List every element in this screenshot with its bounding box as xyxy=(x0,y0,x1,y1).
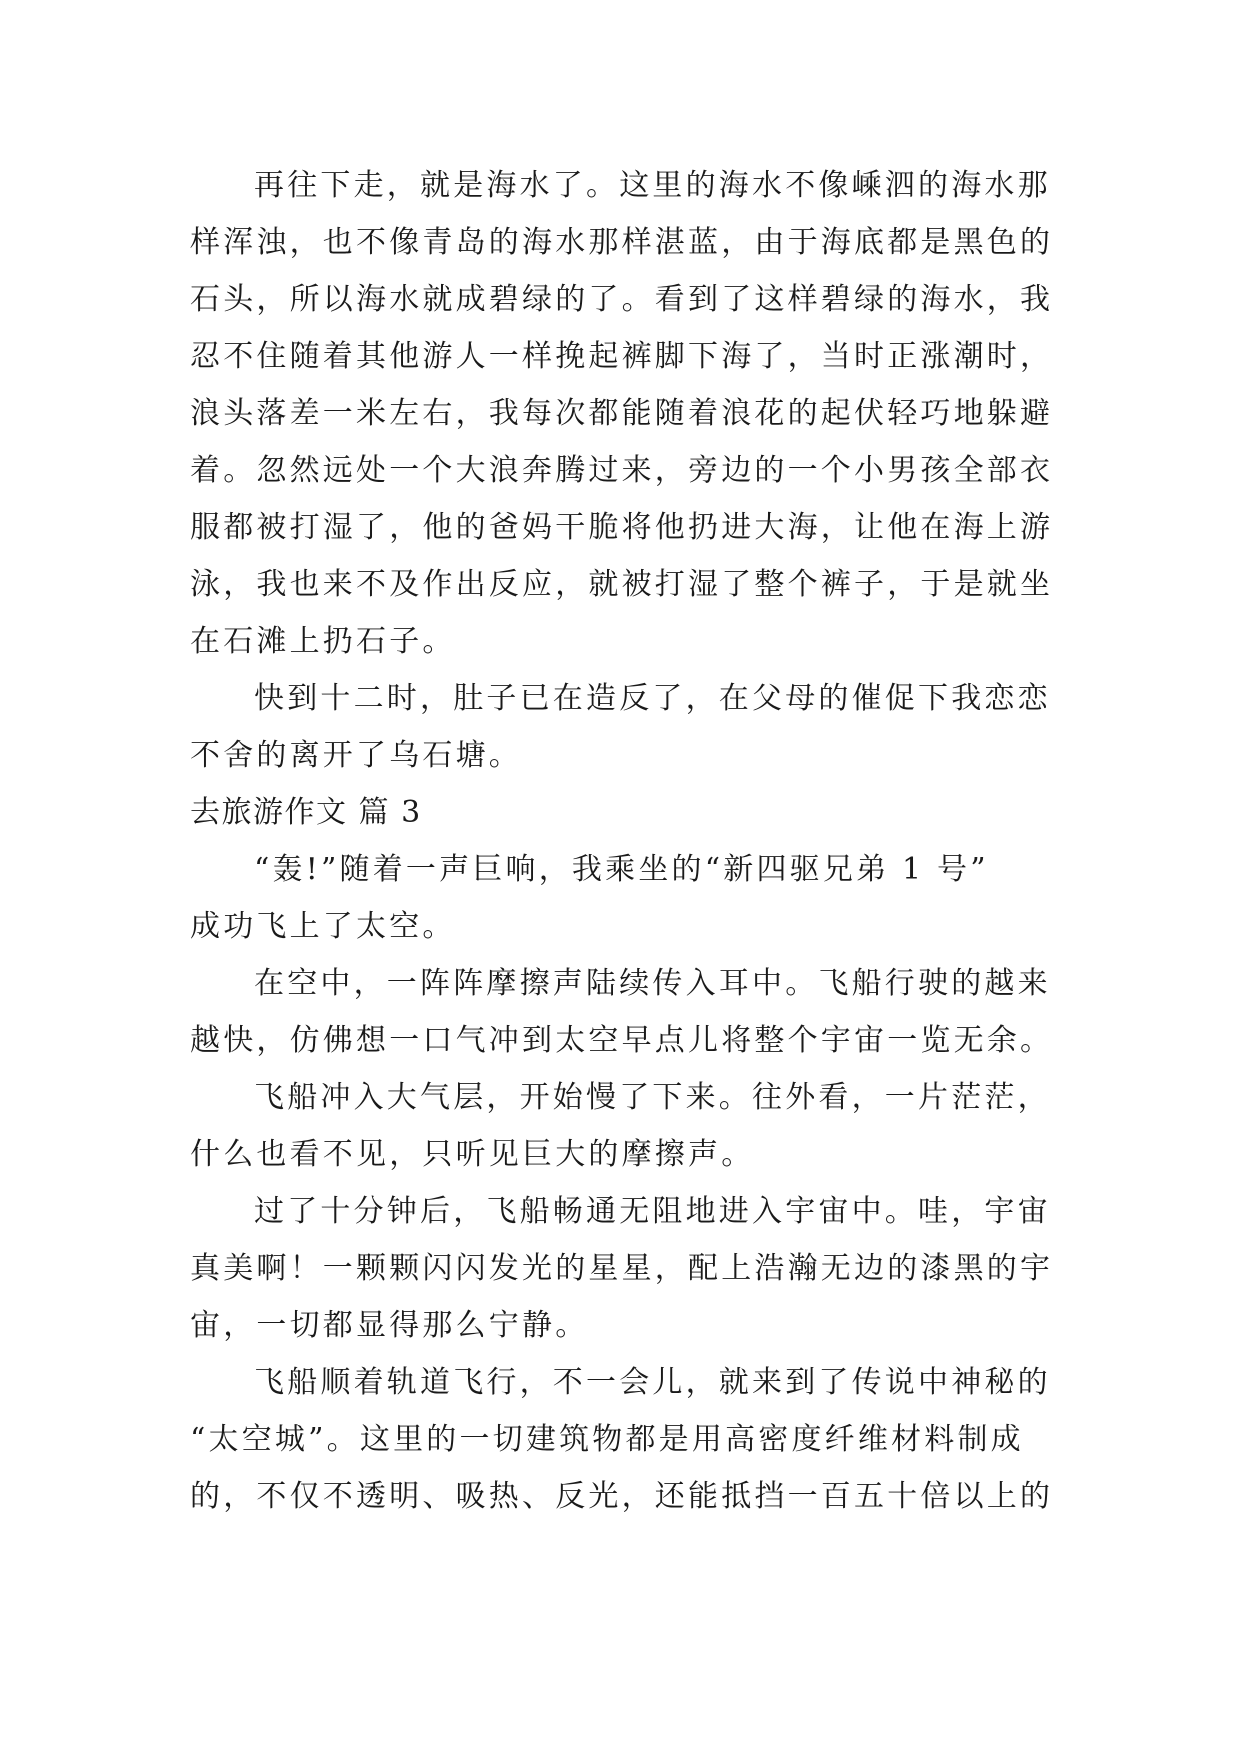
paragraph-line: 泳，我也来不及作出反应，就被打湿了整个裤子，于是就坐 xyxy=(190,567,1054,602)
paragraph-line: 在空中，一阵阵摩擦声陆续传入耳中。飞船行驶的越来 xyxy=(254,966,1051,1001)
paragraph-line: 忍不住随着其他游人一样挽起裤脚下海了，当时正涨潮时， xyxy=(190,339,1054,374)
paragraph-line: 成功飞上了太空。 xyxy=(190,909,456,944)
paragraph-line: 快到十二时，肚子已在造反了，在父母的催促下我恋恋 xyxy=(254,681,1051,716)
paragraph-line: “太空城”。这里的一切建筑物都是用高密度纤维材料制成 xyxy=(190,1422,1024,1457)
paragraph-line: 什么也看不见，只听见巨大的摩擦声。 xyxy=(190,1137,755,1172)
paragraph-line: 的，不仅不透明、吸热、反光，还能抵挡一百五十倍以上的 xyxy=(190,1479,1054,1514)
paragraph-line: 再往下走，就是海水了。这里的海水不像嵊泗的海水那 xyxy=(254,168,1051,203)
paragraph-line: “轰!”随着一声巨响，我乘坐的“新四驱兄弟 1 号” xyxy=(254,852,989,887)
paragraph-line: 样浑浊，也不像青岛的海水那样湛蓝，由于海底都是黑色的 xyxy=(190,225,1054,260)
paragraph-line: 过了十分钟后，飞船畅通无阻地进入宇宙中。哇，宇宙 xyxy=(254,1194,1051,1229)
paragraph-line: 在石滩上扔石子。 xyxy=(190,624,456,659)
paragraph-line: 飞船顺着轨道飞行，不一会儿，就来到了传说中神秘的 xyxy=(254,1365,1051,1400)
paragraph-line: 越快，仿佛想一口气冲到太空早点儿将整个宇宙一览无余。 xyxy=(190,1023,1054,1058)
paragraph-line: 真美啊！一颗颗闪闪发光的星星，配上浩瀚无边的漆黑的宇 xyxy=(190,1251,1054,1286)
section-heading: 去旅游作文 篇 3 xyxy=(190,795,422,830)
paragraph-line: 石头，所以海水就成碧绿的了。看到了这样碧绿的海水，我 xyxy=(190,282,1054,317)
paragraph-line: 宙，一切都显得那么宁静。 xyxy=(190,1308,589,1343)
paragraph-line: 不舍的离开了乌石塘。 xyxy=(190,738,522,773)
paragraph-line: 浪头落差一米左右，我每次都能随着浪花的起伏轻巧地躲避 xyxy=(190,396,1054,431)
paragraph-line: 服都被打湿了，他的爸妈干脆将他扔进大海，让他在海上游 xyxy=(190,510,1054,545)
paragraph-line: 着。忽然远处一个大浪奔腾过来，旁边的一个小男孩全部衣 xyxy=(190,453,1054,488)
paragraph-line: 飞船冲入大气层，开始慢了下来。往外看，一片茫茫， xyxy=(254,1080,1051,1115)
